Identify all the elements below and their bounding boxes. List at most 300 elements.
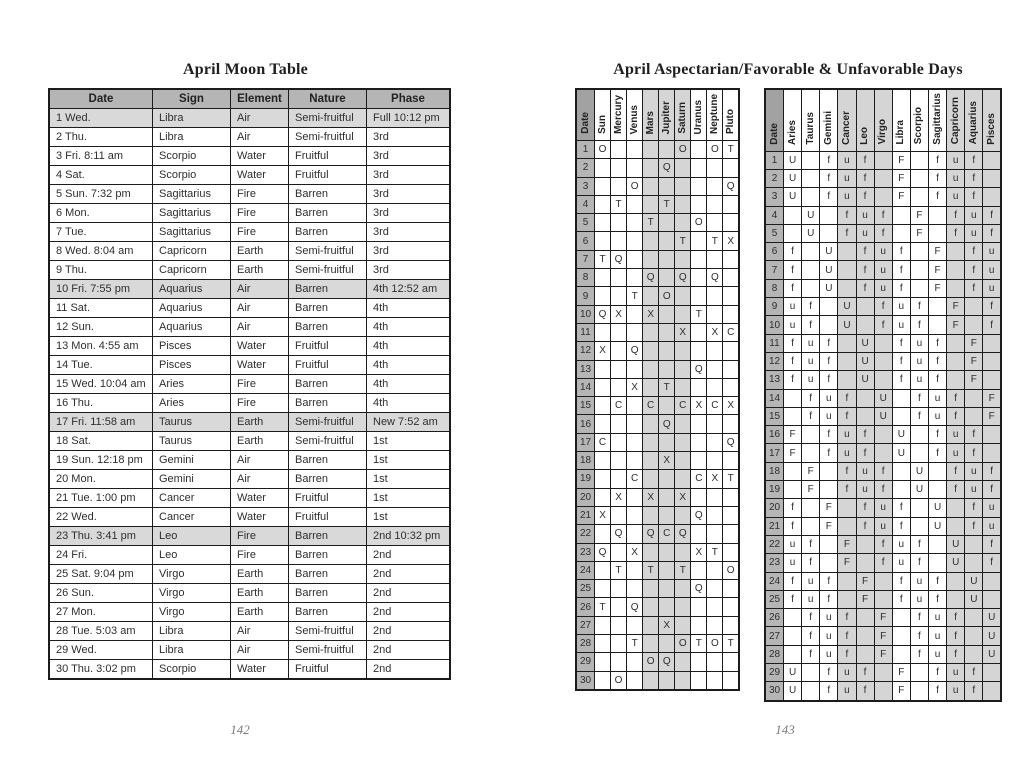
grid-cell xyxy=(929,224,947,242)
column-header-label: Sagittarius xyxy=(931,93,943,145)
grid-cell xyxy=(643,580,659,598)
moon-cell-sign: Aquarius xyxy=(153,299,231,318)
grid-cell: F xyxy=(820,499,838,517)
grid-cell: u xyxy=(965,462,983,480)
grid-cell xyxy=(611,616,627,634)
grid-cell: u xyxy=(784,316,802,334)
date-cell: 25 xyxy=(765,590,784,608)
grid-cell xyxy=(983,352,1001,370)
grid-cell: f xyxy=(947,407,965,425)
grid-cell: u xyxy=(892,298,910,316)
grid-row xyxy=(765,535,1001,553)
moon-cell-element: Fire xyxy=(231,223,289,242)
moon-cell-date: 25 Sat. 9:04 pm xyxy=(49,565,153,584)
date-cell: 22 xyxy=(765,535,784,553)
grid-cell: f xyxy=(838,627,856,645)
grid-cell xyxy=(838,261,856,279)
grid-cell xyxy=(643,506,659,524)
grid-cell: Q xyxy=(723,177,739,195)
grid-cell: U xyxy=(784,682,802,701)
grid-cell: F xyxy=(784,426,802,444)
moon-cell-nature: Barren xyxy=(289,185,367,204)
grid-cell xyxy=(611,177,627,195)
grid-cell: Q xyxy=(643,269,659,287)
grid-cell: f xyxy=(784,590,802,608)
grid-cell xyxy=(675,287,691,305)
grid-cell: f xyxy=(892,352,910,370)
grid-cell xyxy=(723,488,739,506)
grid-cell: u xyxy=(983,279,1001,297)
grid-row xyxy=(576,506,739,524)
moon-cell-sign: Leo xyxy=(153,546,231,565)
moon-cell-date: 15 Wed. 10:04 am xyxy=(49,375,153,394)
date-cell: 5 xyxy=(765,224,784,242)
grid-cell: U xyxy=(784,169,802,187)
grid-cell: u xyxy=(856,206,874,224)
grid-cell xyxy=(892,389,910,407)
grid-cell: F xyxy=(838,554,856,572)
grid-cell xyxy=(910,444,928,462)
grid-cell xyxy=(675,342,691,360)
grid-cell: u xyxy=(856,462,874,480)
page-number-left: 142 xyxy=(230,722,250,737)
grid-cell: X xyxy=(723,397,739,415)
grid-cell: f xyxy=(892,334,910,352)
moon-cell-phase: 1st xyxy=(367,489,451,508)
grid-row xyxy=(765,444,1001,462)
moon-cell-sign: Taurus xyxy=(153,413,231,432)
date-cell: 22 xyxy=(576,525,595,543)
moon-cell-sign: Scorpio xyxy=(153,147,231,166)
moon-cell-date: 11 Sat. xyxy=(49,299,153,318)
grid-cell: f xyxy=(784,261,802,279)
grid-cell: C xyxy=(675,397,691,415)
moon-column-header-sign: Sign xyxy=(153,89,231,109)
grid-cell xyxy=(892,224,910,242)
grid-cell: f xyxy=(856,279,874,297)
column-header-label: Libra xyxy=(895,120,907,145)
grid-cell xyxy=(627,323,643,341)
grid-row xyxy=(765,316,1001,334)
grid-cell: f xyxy=(910,407,928,425)
grid-cell xyxy=(707,653,723,671)
grid-row xyxy=(765,590,1001,608)
moon-cell-phase: 4th 12:52 am xyxy=(367,280,451,299)
grid-cell: f xyxy=(784,352,802,370)
date-cell: 13 xyxy=(765,371,784,389)
grid-cell xyxy=(675,470,691,488)
grid-cell xyxy=(611,598,627,616)
grid-cell: u xyxy=(784,554,802,572)
grid-cell: T xyxy=(675,232,691,250)
grid-cell xyxy=(707,561,723,579)
moon-cell-element: Air xyxy=(231,318,289,337)
grid-cell: u xyxy=(802,371,820,389)
moon-cell-nature: Fruitful xyxy=(289,508,367,527)
grid-cell xyxy=(965,407,983,425)
grid-cell: f xyxy=(802,609,820,627)
grid-cell: u xyxy=(838,151,856,169)
grid-cell: f xyxy=(820,590,838,608)
grid-cell: F xyxy=(965,334,983,352)
grid-cell xyxy=(723,598,739,616)
grid-cell: C xyxy=(627,470,643,488)
grid-cell xyxy=(723,342,739,360)
grid-cell xyxy=(838,590,856,608)
grid-cell: Q xyxy=(611,525,627,543)
grid-cell: f xyxy=(965,243,983,261)
grid-cell xyxy=(595,397,611,415)
grid-cell: U xyxy=(929,517,947,535)
moon-table-row xyxy=(49,660,450,680)
grid-cell xyxy=(675,177,691,195)
grid-cell xyxy=(611,378,627,396)
grid-cell xyxy=(643,433,659,451)
date-cell: 21 xyxy=(576,506,595,524)
grid-cell: u xyxy=(910,352,928,370)
grid-row xyxy=(765,664,1001,682)
grid-cell xyxy=(611,232,627,250)
moon-cell-phase: 4th xyxy=(367,337,451,356)
grid-cell: f xyxy=(820,151,838,169)
grid-cell xyxy=(856,316,874,334)
grid-cell xyxy=(838,279,856,297)
grid-cell: f xyxy=(874,554,892,572)
date-cell: 23 xyxy=(576,543,595,561)
grid-cell xyxy=(691,250,707,268)
grid-cell xyxy=(723,616,739,634)
grid-cell xyxy=(929,462,947,480)
grid-cell: f xyxy=(856,517,874,535)
grid-cell: f xyxy=(820,334,838,352)
moon-table-row xyxy=(49,641,450,660)
grid-cell: u xyxy=(838,169,856,187)
grid-cell: f xyxy=(947,206,965,224)
moon-cell-date: 9 Thu. xyxy=(49,261,153,280)
grid-cell: F xyxy=(856,572,874,590)
grid-cell: T xyxy=(595,598,611,616)
grid-cell xyxy=(838,517,856,535)
grid-cell xyxy=(723,653,739,671)
grid-cell xyxy=(802,169,820,187)
grid-cell: u xyxy=(983,499,1001,517)
grid-cell xyxy=(892,407,910,425)
grid-cell xyxy=(659,488,675,506)
grid-cell xyxy=(723,214,739,232)
moon-table-row xyxy=(49,527,450,546)
date-cell: 17 xyxy=(765,444,784,462)
grid-cell: f xyxy=(838,481,856,499)
grid-cell: F xyxy=(802,481,820,499)
grid-row xyxy=(576,543,739,561)
grid-cell: f xyxy=(965,664,983,682)
moon-cell-date: 8 Wed. 8:04 am xyxy=(49,242,153,261)
moon-cell-nature: Semi-fruitful xyxy=(289,622,367,641)
grid-cell xyxy=(723,195,739,213)
grid-cell xyxy=(820,316,838,334)
grid-cell: f xyxy=(892,243,910,261)
date-cell: 20 xyxy=(765,499,784,517)
moon-cell-date: 21 Tue. 1:00 pm xyxy=(49,489,153,508)
grid-row xyxy=(576,378,739,396)
grid-cell xyxy=(595,323,611,341)
grid-cell xyxy=(659,305,675,323)
grid-cell: X xyxy=(707,323,723,341)
grid-cell xyxy=(838,499,856,517)
moon-cell-element: Air xyxy=(231,109,289,128)
moon-cell-element: Water xyxy=(231,660,289,680)
grid-cell xyxy=(784,206,802,224)
grid-cell xyxy=(707,415,723,433)
grid-cell: f xyxy=(910,609,928,627)
grid-cell: O xyxy=(627,177,643,195)
grid-cell xyxy=(947,517,965,535)
grid-cell xyxy=(983,371,1001,389)
date-cell: 12 xyxy=(765,352,784,370)
grid-row xyxy=(765,517,1001,535)
grid-cell: T xyxy=(595,250,611,268)
grid-cell: U xyxy=(784,664,802,682)
grid-cell xyxy=(659,506,675,524)
grid-cell xyxy=(595,470,611,488)
grid-cell xyxy=(784,481,802,499)
grid-cell xyxy=(983,444,1001,462)
grid-cell xyxy=(820,535,838,553)
grid-cell: u xyxy=(802,334,820,352)
moon-cell-date: 2 Thu. xyxy=(49,128,153,147)
grid-row xyxy=(576,177,739,195)
column-header-mars xyxy=(643,89,659,141)
column-header-aquarius xyxy=(965,89,983,151)
grid-cell: u xyxy=(983,261,1001,279)
moon-table-title: April Moon Table xyxy=(182,61,308,78)
grid-cell xyxy=(723,360,739,378)
date-cell: 3 xyxy=(765,188,784,206)
moon-cell-date: 18 Sat. xyxy=(49,432,153,451)
moon-cell-element: Earth xyxy=(231,565,289,584)
moon-cell-sign: Sagittarius xyxy=(153,223,231,242)
grid-cell xyxy=(707,378,723,396)
column-header-saturn xyxy=(675,89,691,141)
grid-cell xyxy=(707,671,723,690)
grid-cell: U xyxy=(820,261,838,279)
grid-cell xyxy=(910,682,928,701)
moon-table-row xyxy=(49,166,450,185)
grid-cell xyxy=(874,334,892,352)
grid-cell xyxy=(910,517,928,535)
moon-column-header-date: Date xyxy=(49,89,153,109)
grid-cell xyxy=(910,188,928,206)
moon-table-row xyxy=(49,223,450,242)
grid-cell: f xyxy=(929,371,947,389)
moon-cell-phase: 4th xyxy=(367,375,451,394)
moon-table xyxy=(48,88,451,680)
grid-cell xyxy=(611,506,627,524)
grid-cell xyxy=(874,371,892,389)
grid-row xyxy=(765,151,1001,169)
grid-cell: f xyxy=(856,188,874,206)
grid-cell: f xyxy=(820,426,838,444)
grid-cell xyxy=(707,305,723,323)
column-header-label: Gemini xyxy=(822,110,834,145)
grid-cell xyxy=(691,452,707,470)
moon-cell-element: Fire xyxy=(231,546,289,565)
date-cell: 8 xyxy=(576,269,595,287)
grid-row xyxy=(576,488,739,506)
moon-table-row xyxy=(49,546,450,565)
grid-cell: f xyxy=(838,609,856,627)
grid-cell: C xyxy=(643,397,659,415)
moon-cell-sign: Aquarius xyxy=(153,280,231,299)
grid-cell: X xyxy=(627,543,643,561)
grid-cell xyxy=(802,243,820,261)
moon-cell-element: Water xyxy=(231,337,289,356)
grid-cell xyxy=(595,653,611,671)
column-header-label: Taurus xyxy=(804,112,816,145)
grid-cell: u xyxy=(838,664,856,682)
grid-cell xyxy=(627,141,643,159)
grid-cell: f xyxy=(856,151,874,169)
moon-table-row xyxy=(49,356,450,375)
date-cell: 27 xyxy=(765,627,784,645)
grid-cell xyxy=(611,452,627,470)
grid-cell: f xyxy=(910,645,928,663)
date-cell: 28 xyxy=(576,635,595,653)
moon-cell-phase: New 7:52 am xyxy=(367,413,451,432)
date-cell: 5 xyxy=(576,214,595,232)
moon-cell-date: 4 Sat. xyxy=(49,166,153,185)
grid-cell xyxy=(910,151,928,169)
grid-cell: U xyxy=(983,609,1001,627)
grid-cell: u xyxy=(929,407,947,425)
grid-cell xyxy=(874,188,892,206)
grid-cell xyxy=(874,664,892,682)
grid-cell xyxy=(595,360,611,378)
moon-cell-phase: 2nd xyxy=(367,546,451,565)
moon-cell-phase: 4th xyxy=(367,394,451,413)
grid-cell: f xyxy=(910,316,928,334)
grid-cell: u xyxy=(983,243,1001,261)
grid-cell xyxy=(675,671,691,690)
grid-cell: Q xyxy=(675,525,691,543)
moon-cell-sign: Libra xyxy=(153,622,231,641)
date-cell: 29 xyxy=(765,664,784,682)
grid-cell: F xyxy=(947,316,965,334)
column-header-leo xyxy=(856,89,874,151)
grid-cell xyxy=(784,462,802,480)
moon-cell-element: Earth xyxy=(231,584,289,603)
grid-cell: f xyxy=(838,645,856,663)
grid-cell: U xyxy=(838,316,856,334)
column-header-uranus xyxy=(691,89,707,141)
moon-cell-phase: 2nd xyxy=(367,584,451,603)
grid-cell: U xyxy=(802,224,820,242)
grid-cell xyxy=(691,671,707,690)
grid-cell xyxy=(947,243,965,261)
moon-table-row xyxy=(49,109,450,128)
grid-cell: C xyxy=(595,433,611,451)
moon-cell-nature: Fruitful xyxy=(289,147,367,166)
grid-cell: f xyxy=(874,298,892,316)
column-header-sagittarius xyxy=(929,89,947,151)
grid-cell xyxy=(856,535,874,553)
grid-cell xyxy=(643,159,659,177)
grid-cell: X xyxy=(675,323,691,341)
grid-cell xyxy=(675,580,691,598)
grid-cell xyxy=(910,169,928,187)
moon-cell-nature: Semi-fruitful xyxy=(289,109,367,128)
moon-cell-date: 16 Thu. xyxy=(49,394,153,413)
moon-cell-nature: Barren xyxy=(289,280,367,299)
moon-cell-date: 23 Thu. 3:41 pm xyxy=(49,527,153,546)
grid-cell: X xyxy=(611,488,627,506)
grid-cell xyxy=(802,261,820,279)
grid-cell: U xyxy=(802,206,820,224)
date-cell: 13 xyxy=(576,360,595,378)
date-cell: 12 xyxy=(576,342,595,360)
grid-cell: f xyxy=(929,572,947,590)
moon-cell-element: Air xyxy=(231,470,289,489)
favorable-days-table xyxy=(764,88,1002,702)
grid-cell: F xyxy=(892,151,910,169)
grid-cell xyxy=(838,572,856,590)
column-header-label: Pisces xyxy=(985,112,997,145)
column-header-scorpio xyxy=(910,89,928,151)
grid-cell xyxy=(643,323,659,341)
grid-cell xyxy=(627,561,643,579)
grid-cell xyxy=(675,378,691,396)
grid-cell xyxy=(947,279,965,297)
moon-cell-sign: Sagittarius xyxy=(153,185,231,204)
moon-cell-sign: Capricorn xyxy=(153,261,231,280)
grid-cell xyxy=(595,287,611,305)
grid-row xyxy=(576,561,739,579)
date-cell: 30 xyxy=(576,671,595,690)
grid-cell: Q xyxy=(595,305,611,323)
grid-cell: f xyxy=(910,389,928,407)
grid-row xyxy=(765,371,1001,389)
grid-cell: X xyxy=(675,488,691,506)
grid-cell: F xyxy=(910,206,928,224)
date-cell: 16 xyxy=(765,426,784,444)
moon-table-row xyxy=(49,394,450,413)
grid-cell xyxy=(874,426,892,444)
grid-header-row xyxy=(576,89,739,141)
grid-cell: f xyxy=(965,426,983,444)
grid-cell: u xyxy=(929,645,947,663)
grid-cell: O xyxy=(611,671,627,690)
column-header-label: Scorpio xyxy=(913,107,925,145)
moon-cell-element: Air xyxy=(231,299,289,318)
grid-cell: T xyxy=(707,543,723,561)
grid-cell xyxy=(627,415,643,433)
grid-cell xyxy=(723,378,739,396)
grid-cell xyxy=(707,195,723,213)
grid-cell: O xyxy=(643,653,659,671)
grid-cell: f xyxy=(856,682,874,701)
grid-row xyxy=(576,653,739,671)
grid-cell: Q xyxy=(659,159,675,177)
grid-cell xyxy=(707,214,723,232)
grid-cell xyxy=(983,334,1001,352)
column-header-sun xyxy=(595,89,611,141)
grid-cell xyxy=(659,433,675,451)
grid-row xyxy=(765,572,1001,590)
grid-cell xyxy=(784,627,802,645)
grid-cell xyxy=(643,470,659,488)
grid-cell xyxy=(611,433,627,451)
moon-cell-phase: 3rd xyxy=(367,261,451,280)
